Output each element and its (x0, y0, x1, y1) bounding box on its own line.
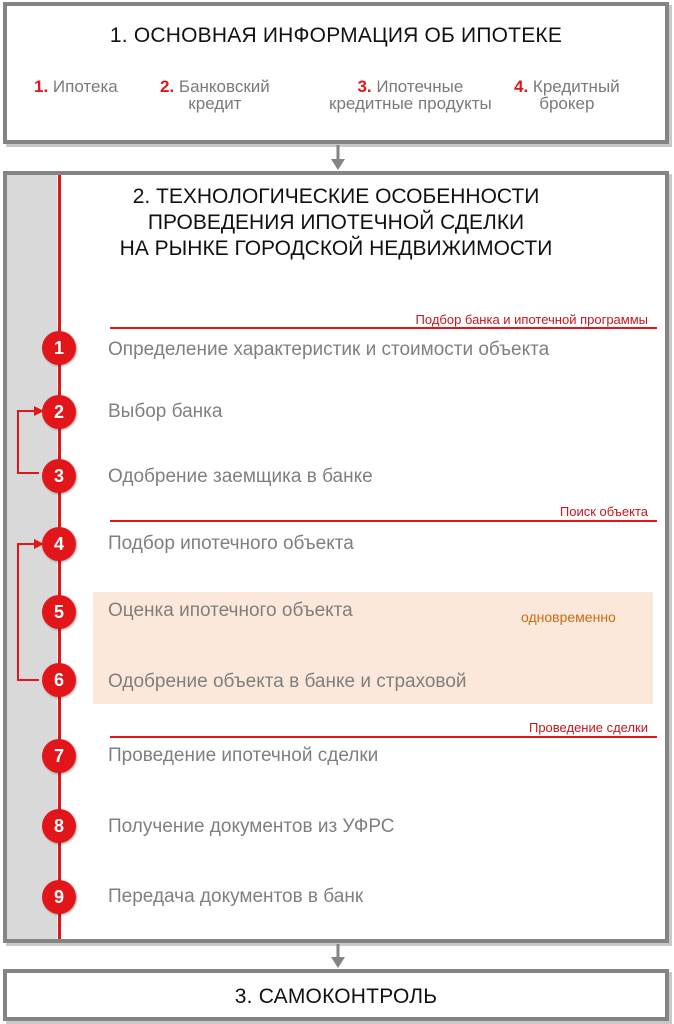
topic-credit-broker (514, 78, 620, 112)
step-object-valuation: Определение характеристик и стоимости объекта (108, 339, 550, 360)
section2-title-line2: ПРОВЕДЕНИЯ ИПОТЕЧНОЙ СДЕЛКИ (147, 211, 525, 234)
topic-label-line2: кредит (188, 94, 242, 113)
simultaneous-note: одновременно (521, 609, 616, 625)
section-basic-info (3, 2, 669, 144)
step-bank-choice: Выбор банка (108, 401, 223, 422)
section1-title: 1. ОСНОВНАЯ ИНФОРМАЦИЯ ОБ ИПОТЕКЕ (109, 24, 563, 47)
step-number-badge: 6 (42, 663, 76, 697)
topic-label: Кредитный (532, 77, 620, 96)
down-arrow-icon (330, 944, 346, 969)
topic-number: 2. (160, 77, 175, 96)
section-technology (3, 171, 669, 943)
step-object-appraisal: Оценка ипотечного объекта (108, 600, 353, 621)
stage-divider (110, 327, 657, 329)
topic-number: 1. (34, 77, 49, 96)
stage-divider (110, 520, 657, 522)
section-self-control (3, 969, 669, 1021)
stage-divider (110, 736, 657, 738)
step-deal-execution: Проведение ипотечной сделки (108, 745, 379, 766)
topic-number: 3. (357, 77, 372, 96)
step-object-approval: Одобрение объекта в банке и страховой (108, 671, 467, 692)
section3-title: 3. САМОКОНТРОЛЬ (234, 985, 438, 1008)
step-number-badge: 1 (42, 331, 76, 365)
stage-label-object-search: Поиск объекта (559, 504, 648, 519)
step-transfer-documents: Передача документов в банк (108, 886, 364, 907)
topic-number: 4. (514, 77, 529, 96)
step-number-badge: 8 (42, 809, 76, 843)
topic-label: Ипотечные (376, 77, 464, 96)
topic-label: Банковский (178, 77, 270, 96)
step-number-badge: 5 (42, 595, 76, 629)
section2-title-line1: 2. ТЕХНОЛОГИЧЕСКИЕ ОСОБЕННОСТИ (132, 185, 540, 208)
step-number-badge: 3 (42, 459, 76, 493)
topic-label-line2: кредитные продукты (329, 94, 492, 113)
step-number-badge: 9 (42, 880, 76, 914)
section2-title-line3: НА РЫНКЕ ГОРОДСКОЙ НЕДВИЖИМОСТИ (119, 237, 553, 260)
topic-bank-credit (160, 78, 270, 112)
step-borrower-approval: Одобрение заемщика в банке (108, 466, 373, 487)
stage-label-deal: Проведение сделки (528, 720, 648, 735)
step-number-badge: 2 (42, 395, 76, 429)
topic-label-line2: брокер (539, 94, 595, 113)
step-number-badge: 7 (42, 739, 76, 773)
down-arrow-icon (330, 145, 346, 171)
step-get-documents: Получение документов из УФРС (108, 816, 395, 837)
topic-mortgage-products (329, 78, 492, 112)
topic-mortgage (34, 78, 118, 95)
topic-label: Ипотека (52, 77, 118, 96)
stage-label-bank-selection: Подбор банка и ипотечной программы (415, 312, 648, 327)
step-object-search: Подбор ипотечного объекта (108, 533, 354, 554)
step-number-badge: 4 (42, 527, 76, 561)
